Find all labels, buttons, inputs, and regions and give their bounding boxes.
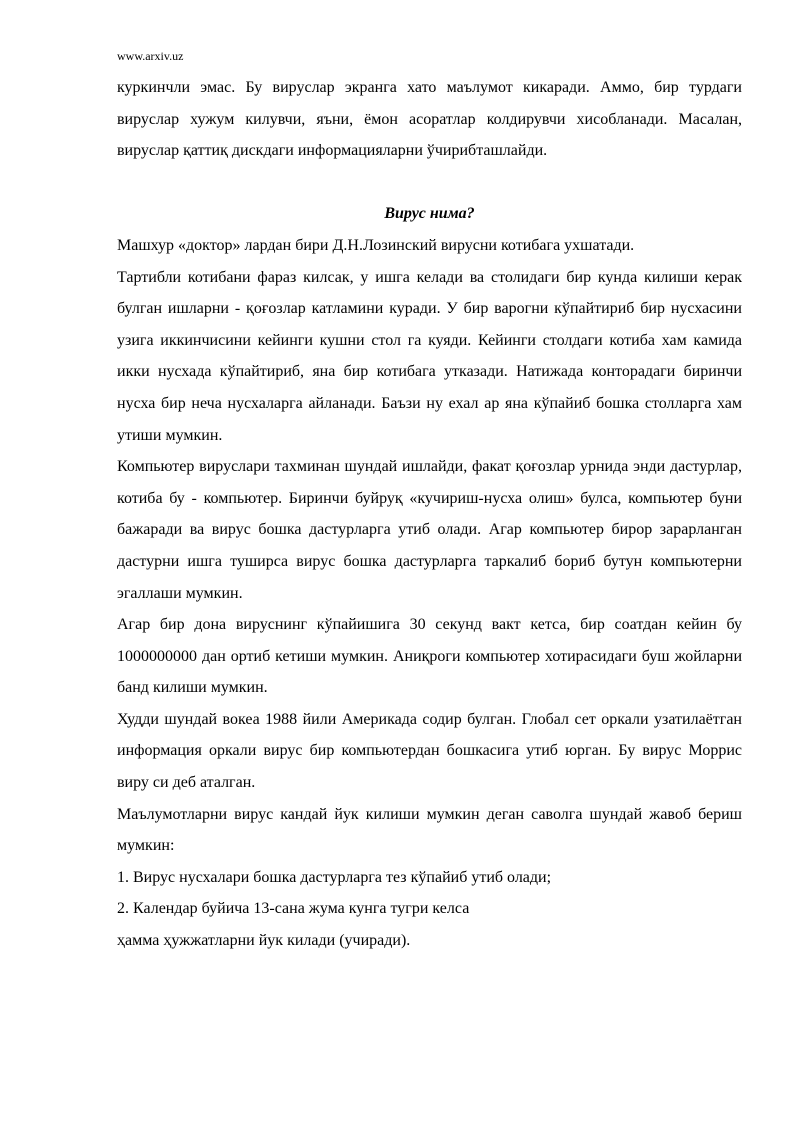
paragraph-intro: куркинчли эмас. Бу вируслар экранга хато маълумот кикаради. Аммо, бир турдаги вируслар хужум килувчи, яъни, ёмон асоратлар колдирувчи хисобланади. Масалан, вируслар қаттиқ дискдаги информацияларни ўчирибташлайди. <box>117 79 742 160</box>
paragraph-1988: Худди шундай вокеа 1988 йили Америкада содир булган. Глобал сет оркали узатилаётган информация оркали вирус бир компьютердан бошкасига утиб юрган. Бу вирус Моррис виру си деб аталган. <box>117 710 742 792</box>
paragraph-doctor: Машхур «доктор» лардан бири Д.Н.Лозинский вирусни котибага ухшатади. <box>117 236 635 254</box>
document-body <box>117 72 742 957</box>
list-item: 1. Вирус нусхалари бошка дастурларга тез кўпайиб утиб олади; <box>117 868 552 886</box>
paragraph-question: Маълумотларни вирус кандай йук килиши мумкин деган саволга шундай жавоб бериш мумкин: <box>117 805 742 855</box>
list-item-continuation: ҳамма ҳужжатларни йук килади (учиради). <box>117 932 411 950</box>
list-item: 2. Календар буйича 13-сана жума кунга тугри келса <box>117 900 470 918</box>
header-url: www.arxiv.uz <box>117 49 184 63</box>
paragraph-seconds: Агар бир дона вируснинг кўпайишига 30 секунд вакт кетса, бир соатдан кейин бу 1000000000 дан ортиб кетиши мумкин. Аниқроги компьютер хотирасидаги буш жойларни банд килиши мумкин. <box>117 616 742 697</box>
paragraph-computer: Компьютер вируслари тахминан шундай ишлайди, факат қоғозлар урнида энди дастурлар, котиба бу - компьютер. Биринчи буйруқ «кучириш-нусха олиш» булса, компьютер буни бажаради ва вирус бошка дастурларга утиб олади. Агар компьютер бирор зарарланган дастурни ишга туширса вирус бошка дастурларга таркалиб бориб бутун компьютерни эгаллаши мумкин. <box>117 458 742 602</box>
section-heading: Вирус нима? <box>384 205 475 223</box>
paragraph-secretary: Тартибли котибани фараз килсак, у ишга келади ва столидаги бир кунда килиши керак булган ишларни - қоғозлар катламини куради. У бир варогни кўпайтириб бир нусхасини узига иккинчисини кейинги кушни стол га куяди. Кейинги столдаги котиба хам камида икки нусхада кўпайтириб, яна бир котибага утказади. Натижада конторадаги биринчи нусха бир неча нусхаларга айланади. Баъзи ну ехал ар яна кўпайиб бошка столларга хам утиши мумкин. <box>117 268 742 444</box>
